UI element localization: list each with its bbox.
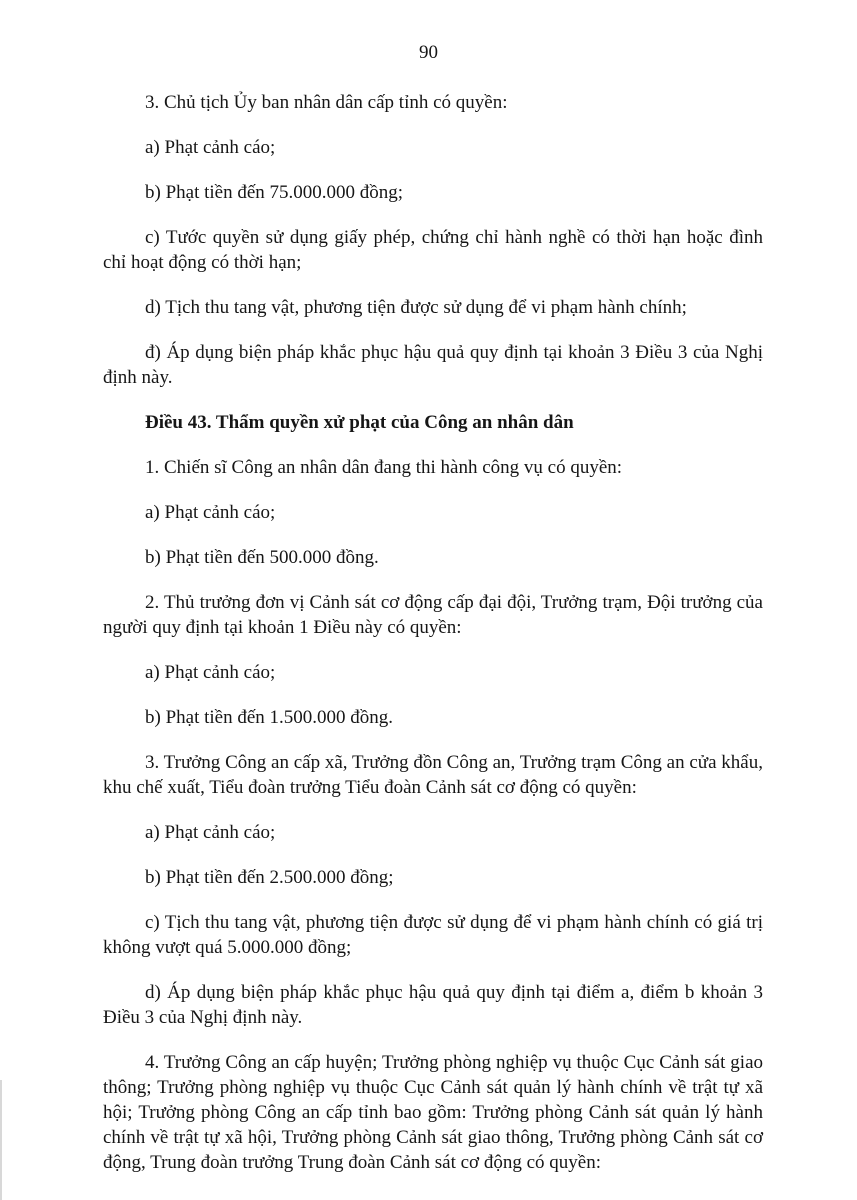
clause-4-district-police-head: 4. Trưởng Công an cấp huyện; Trưởng phòng nghiệp vụ thuộc Cục Cảnh sát giao thông; Trưởng phòng nghiệp vụ thuộc Cục Cảnh sát quản lý hành chính về trật tự xã hội; Trưởng phòng Công an cấp tỉnh bao gồm: Trưởng phòng Cảnh sát quản lý hành chính về trật tự xã hội, Trưởng phòng Cảnh sát giao thông, Trưởng phòng Cảnh sát cơ động, Trung đoàn trưởng Trung đoàn Cảnh sát cơ động có quyền: [103,1052,763,1173]
clause-3-chairman-provincial: 3. Chủ tịch Ủy ban nhân dân cấp tỉnh có quyền: [145,92,508,113]
item-a-warning: a) Phạt cảnh cáo; [145,822,276,843]
scan-edge-line [0,1080,2,1200]
item-b-fine: b) Phạt tiền đến 500.000 đồng. [145,547,379,568]
item-b-fine: b) Phạt tiền đến 75.000.000 đồng; [145,182,404,203]
item-dd-remedial-measures: đ) Áp dụng biện pháp khắc phục hậu quả quy định tại khoản 3 Điều 3 của Nghị định này. [103,342,763,388]
item-d-remedial-measures: d) Áp dụng biện pháp khắc phục hậu quả quy định tại điểm a, điểm b khoản 3 Điều 3 của Nghị định này. [103,982,763,1028]
document-body [103,90,763,1195]
item-a-warning: a) Phạt cảnh cáo; [145,502,276,523]
page-number: 90 [419,42,438,63]
item-b-fine: b) Phạt tiền đến 2.500.000 đồng; [145,867,394,888]
article-43-heading: Điều 43. Thẩm quyền xử phạt của Công an nhân dân [145,412,574,433]
item-c-revoke-license: c) Tước quyền sử dụng giấy phép, chứng chỉ hành nghề có thời hạn hoặc đình chỉ hoạt động có thời hạn; [103,227,763,273]
item-c-confiscate: c) Tịch thu tang vật, phương tiện được sử dụng để vi phạm hành chính có giá trị không vượt quá 5.000.000 đồng; [103,912,763,958]
item-d-confiscate: d) Tịch thu tang vật, phương tiện được sử dụng để vi phạm hành chính; [145,297,687,318]
clause-1-police-officer: 1. Chiến sĩ Công an nhân dân đang thi hành công vụ có quyền: [145,457,623,478]
clause-3-commune-police-head: 3. Trưởng Công an cấp xã, Trưởng đồn Công an, Trưởng trạm Công an cửa khẩu, khu chế xuất, Tiểu đoàn trưởng Tiểu đoàn Cảnh sát cơ động có quyền: [103,752,763,798]
item-a-warning: a) Phạt cảnh cáo; [145,662,276,683]
clause-2-mobile-police-head: 2. Thủ trưởng đơn vị Cảnh sát cơ động cấp đại đội, Trưởng trạm, Đội trưởng của người quy định tại khoản 1 Điều này có quyền: [103,592,763,638]
item-b-fine: b) Phạt tiền đến 1.500.000 đồng. [145,707,394,728]
item-a-warning: a) Phạt cảnh cáo; [145,137,276,158]
